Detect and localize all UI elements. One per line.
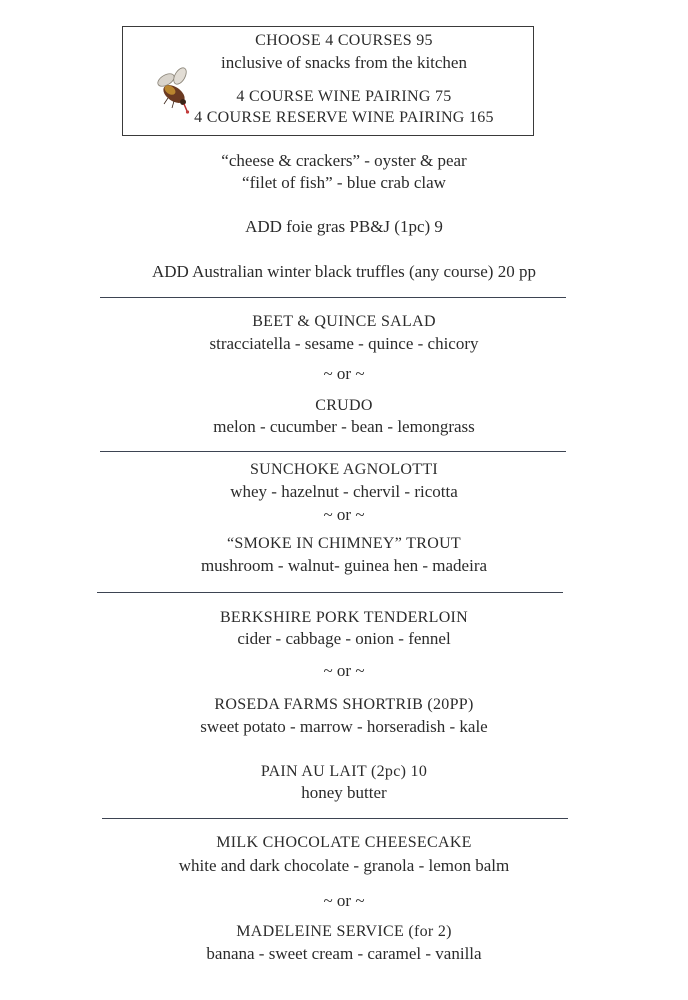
add-truffles: ADD Australian winter black truffles (any course) 20 pp [152, 262, 536, 281]
header-inclusive-note: inclusive of snacks from the kitchen [221, 53, 467, 72]
course1-dish2-desc: melon - cucumber - bean - lemongrass [213, 417, 475, 436]
divider [100, 297, 566, 298]
course1-or: ~ or ~ [323, 364, 365, 383]
course3-extra-desc: honey butter [301, 783, 387, 802]
course4-or: ~ or ~ [323, 891, 365, 910]
course4-dish1-desc: white and dark chocolate - granola - lemon balm [178, 856, 510, 875]
course4-dish2-desc: banana - sweet cream - caramel - vanilla [206, 944, 482, 963]
course2-dish1-title: SUNCHOKE AGNOLOTTI [249, 461, 439, 478]
course3-or: ~ or ~ [323, 661, 365, 680]
course2-dish2-title: “SMOKE IN CHIMNEY” TROUT [227, 535, 461, 552]
add-foie-gras: ADD foie gras PB&J (1pc) 9 [245, 217, 443, 236]
course1-dish1-title: BEET & QUINCE SALAD [252, 313, 436, 330]
course3-dish1-desc: cider - cabbage - onion - fennel [237, 629, 451, 648]
divider [100, 451, 566, 452]
divider [97, 592, 563, 593]
course2-or: ~ or ~ [323, 505, 365, 524]
course3-dish2-desc: sweet potato - marrow - horseradish - kale [200, 717, 488, 736]
snacks-line-1: “cheese & crackers” - oyster & pear [221, 151, 467, 170]
course2-dish2-desc: mushroom - walnut- guinea hen - madeira [200, 556, 488, 575]
divider [102, 818, 568, 819]
course4-dish1-title: MILK CHOCOLATE CHEESECAKE [216, 834, 472, 851]
course3-dish2-title: ROSEDA FARMS SHORTRIB (20PP) [214, 696, 474, 713]
course2-dish1-desc: whey - hazelnut - chervil - ricotta [230, 482, 458, 501]
snacks-line-2: “filet of fish” - blue crab claw [242, 173, 446, 192]
course1-dish2-title: CRUDO [315, 397, 373, 414]
course3-dish1-title: BERKSHIRE PORK TENDERLOIN [219, 609, 469, 626]
course4-dish2-title: MADELEINE SERVICE (for 2) [236, 923, 452, 940]
header-wine-pairing: 4 COURSE WINE PAIRING 75 [236, 88, 452, 105]
course3-extra-title: PAIN AU LAIT (2pc) 10 [260, 763, 428, 780]
header-courses-price: CHOOSE 4 COURSES 95 [255, 32, 433, 49]
header-reserve-wine-pairing: 4 COURSE RESERVE WINE PAIRING 165 [194, 109, 494, 126]
course1-dish1-desc: stracciatella - sesame - quince - chicory [209, 334, 479, 353]
